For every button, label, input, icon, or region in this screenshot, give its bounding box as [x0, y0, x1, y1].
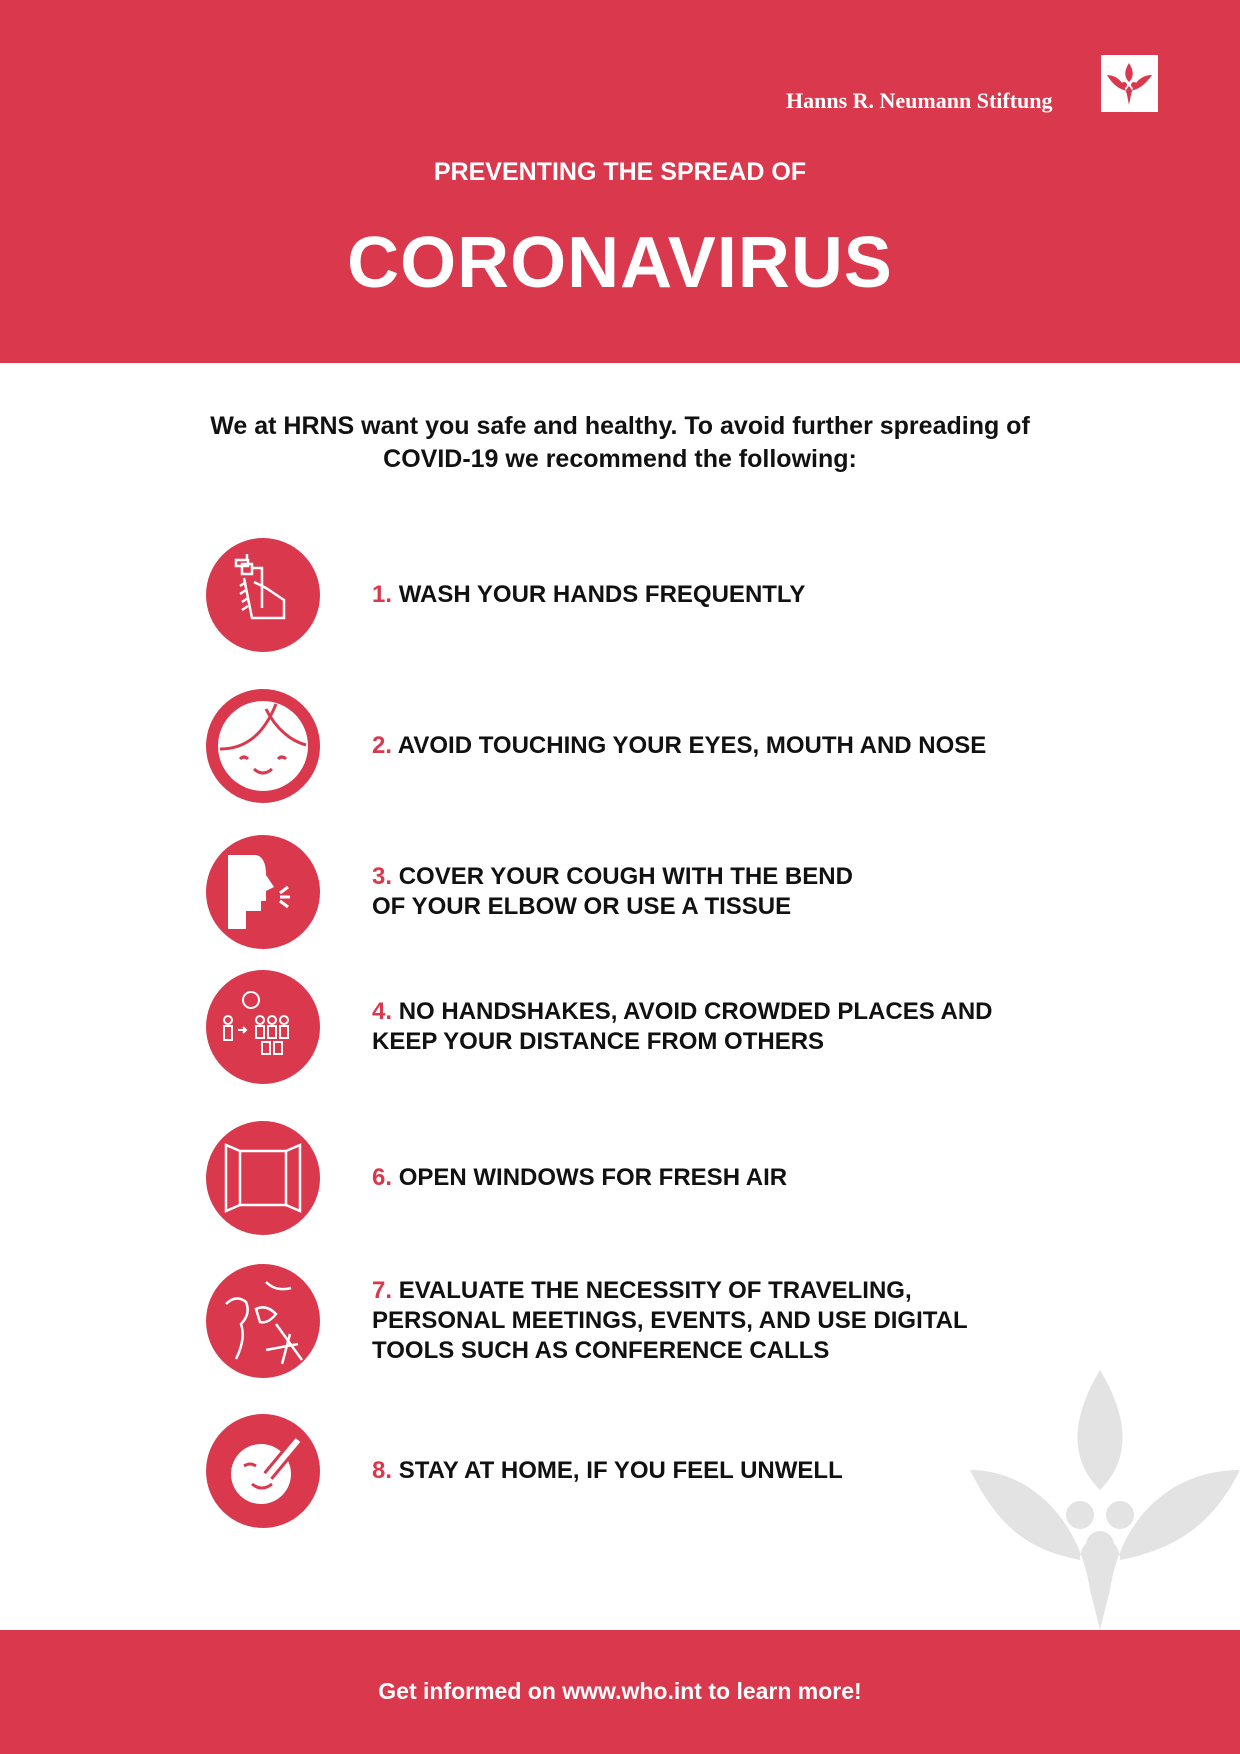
footer-text: Get informed on www.who.int to learn more!: [378, 1678, 862, 1704]
window-icon: [206, 1121, 320, 1235]
item-line: OPEN WINDOWS FOR FRESH AIR: [398, 1164, 788, 1191]
item-number: 1.: [372, 581, 393, 608]
recommendation-text: [372, 1276, 968, 1366]
header-band: [0, 0, 1240, 363]
intro-line: COVID-19 we recommend the following:: [383, 445, 857, 473]
item-number: 2.: [372, 732, 393, 759]
face-icon: [206, 689, 320, 803]
watermark-plant-icon: [970, 1370, 1240, 1635]
recommendation-text: [372, 1456, 843, 1486]
item-line: PERSONAL MEETINGS, EVENTS, AND USE DIGITAL: [372, 1307, 968, 1334]
recommendation-text: [372, 580, 805, 610]
recommendation-text: [372, 862, 853, 922]
fever-thermometer-icon: [206, 1414, 320, 1528]
item-line: COVER YOUR COUGH WITH THE BEND: [398, 863, 853, 890]
hand-washing-icon: [206, 538, 320, 652]
recommendation-text: [372, 1163, 787, 1193]
item-number: 8.: [372, 1457, 393, 1484]
globe-plane-icon: [206, 1264, 320, 1378]
cough-icon: [206, 835, 320, 949]
item-line: KEEP YOUR DISTANCE FROM OTHERS: [372, 1028, 825, 1055]
recommendation-text: [372, 997, 993, 1057]
logo-icon: [1101, 55, 1158, 112]
item-line: STAY AT HOME, IF YOU FEEL UNWELL: [398, 1457, 843, 1484]
recommendation-text: [372, 731, 986, 761]
item-number: 3.: [372, 863, 393, 890]
intro-text: [120, 410, 1120, 476]
item-number: 4.: [372, 998, 393, 1025]
item-number: 6.: [372, 1164, 393, 1191]
item-line: AVOID TOUCHING YOUR EYES, MOUTH AND NOSE: [397, 732, 987, 759]
item-line: WASH YOUR HANDS FREQUENTLY: [398, 581, 806, 608]
footer-band: [0, 1630, 1240, 1754]
item-number: 7.: [372, 1277, 393, 1304]
item-line: OF YOUR ELBOW OR USE A TISSUE: [372, 893, 792, 920]
item-line: NO HANDSHAKES, AVOID CROWDED PLACES AND: [398, 998, 993, 1025]
pre-title: PREVENTING THE SPREAD OF: [433, 158, 807, 186]
intro-line: We at HRNS want you safe and healthy. To avoid further spreading of: [210, 412, 1030, 440]
item-line: TOOLS SUCH AS CONFERENCE CALLS: [372, 1337, 830, 1364]
item-line: EVALUATE THE NECESSITY OF TRAVELING,: [398, 1277, 912, 1304]
page-title: CORONAVIRUS: [347, 223, 893, 303]
org-name: Hanns R. Neumann Stiftung: [786, 88, 1053, 113]
crowd-icon: [206, 970, 320, 1084]
